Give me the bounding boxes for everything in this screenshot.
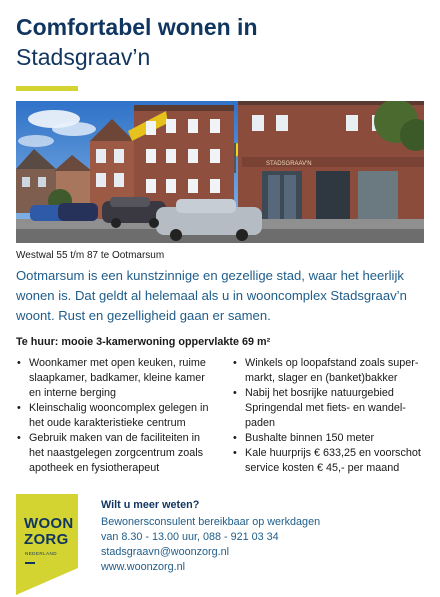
bullet-icon: • bbox=[233, 447, 237, 459]
list-item: • Kleinschalig wooncomplex gelegen in het oude karakteristieke centrum bbox=[17, 402, 209, 429]
list-item: • Woonkamer met open keuken, ruime slaapkamer, badkamer, kleine kamer en interne berging bbox=[17, 357, 206, 399]
rent-heading: Te huur: mooie 3-kamerwoning oppervlakte 69 m² bbox=[16, 336, 271, 348]
list-item: • Winkels op loopafstand zoals super- markt, slager en (banket)bakker bbox=[233, 357, 419, 384]
bullet-icon: • bbox=[17, 432, 21, 444]
contact-phone: van 8.30 - 13.00 uur, 088 - 921 03 34 bbox=[101, 531, 279, 543]
accent-bar bbox=[16, 86, 78, 91]
features-right-list bbox=[232, 356, 438, 476]
intro-paragraph: Ootmarsum is een kunstzinnige en gezellige stad, waar het heerlijk wonen is. Dat geldt al helemaal als u in wooncomplex Stadsgraav’n woont. Rust en gezelligheid gaan er samen. bbox=[16, 268, 407, 323]
list-item: • Gebruik maken van de faciliteiten in het naastgelegen zorgcentrum zoals apotheek en fysiotherapeut bbox=[17, 432, 204, 474]
list-item: • Bushalte binnen 150 meter bbox=[233, 432, 375, 444]
logo-underline bbox=[25, 562, 35, 564]
logo-zorg: ZORG bbox=[24, 531, 69, 548]
building-sign: STADSGRAAV'N bbox=[266, 161, 312, 167]
building-photo bbox=[16, 101, 424, 243]
contact-website-link[interactable]: www.woonzorg.nl bbox=[101, 561, 186, 573]
contact-heading: Wilt u meer weten? bbox=[101, 499, 200, 511]
bullet-icon: • bbox=[17, 402, 21, 414]
contact-email-link[interactable]: stadsgraavn@woonzorg.nl bbox=[101, 546, 229, 558]
title-line-2: Stadsgraav’n bbox=[16, 44, 151, 70]
bullet-icon: • bbox=[233, 387, 237, 399]
bullet-icon: • bbox=[233, 357, 237, 369]
page-title bbox=[16, 12, 426, 72]
photo-caption: Westwal 55 t/m 87 te Ootmarsum bbox=[16, 250, 165, 261]
bullet-icon: • bbox=[233, 432, 237, 444]
woonzorg-logo bbox=[16, 494, 78, 595]
bullet-icon: • bbox=[17, 357, 21, 369]
list-item: • Kale huurprijs € 633,25 en voorschot service kosten € 45,- per maand bbox=[233, 447, 421, 474]
logo-woon: WOON bbox=[24, 515, 74, 532]
logo-subtitle: NEDERLAND bbox=[25, 551, 57, 556]
contact-block bbox=[101, 498, 431, 575]
list-item: • Nabij het bosrijke natuurgebied Springendal met fiets- en wandel- paden bbox=[233, 387, 406, 429]
contact-hours: Bewonersconsulent bereikbaar op werkdagen bbox=[101, 516, 321, 528]
title-line-1: Comfortabel wonen in bbox=[16, 14, 258, 40]
features-left-list bbox=[16, 356, 228, 476]
